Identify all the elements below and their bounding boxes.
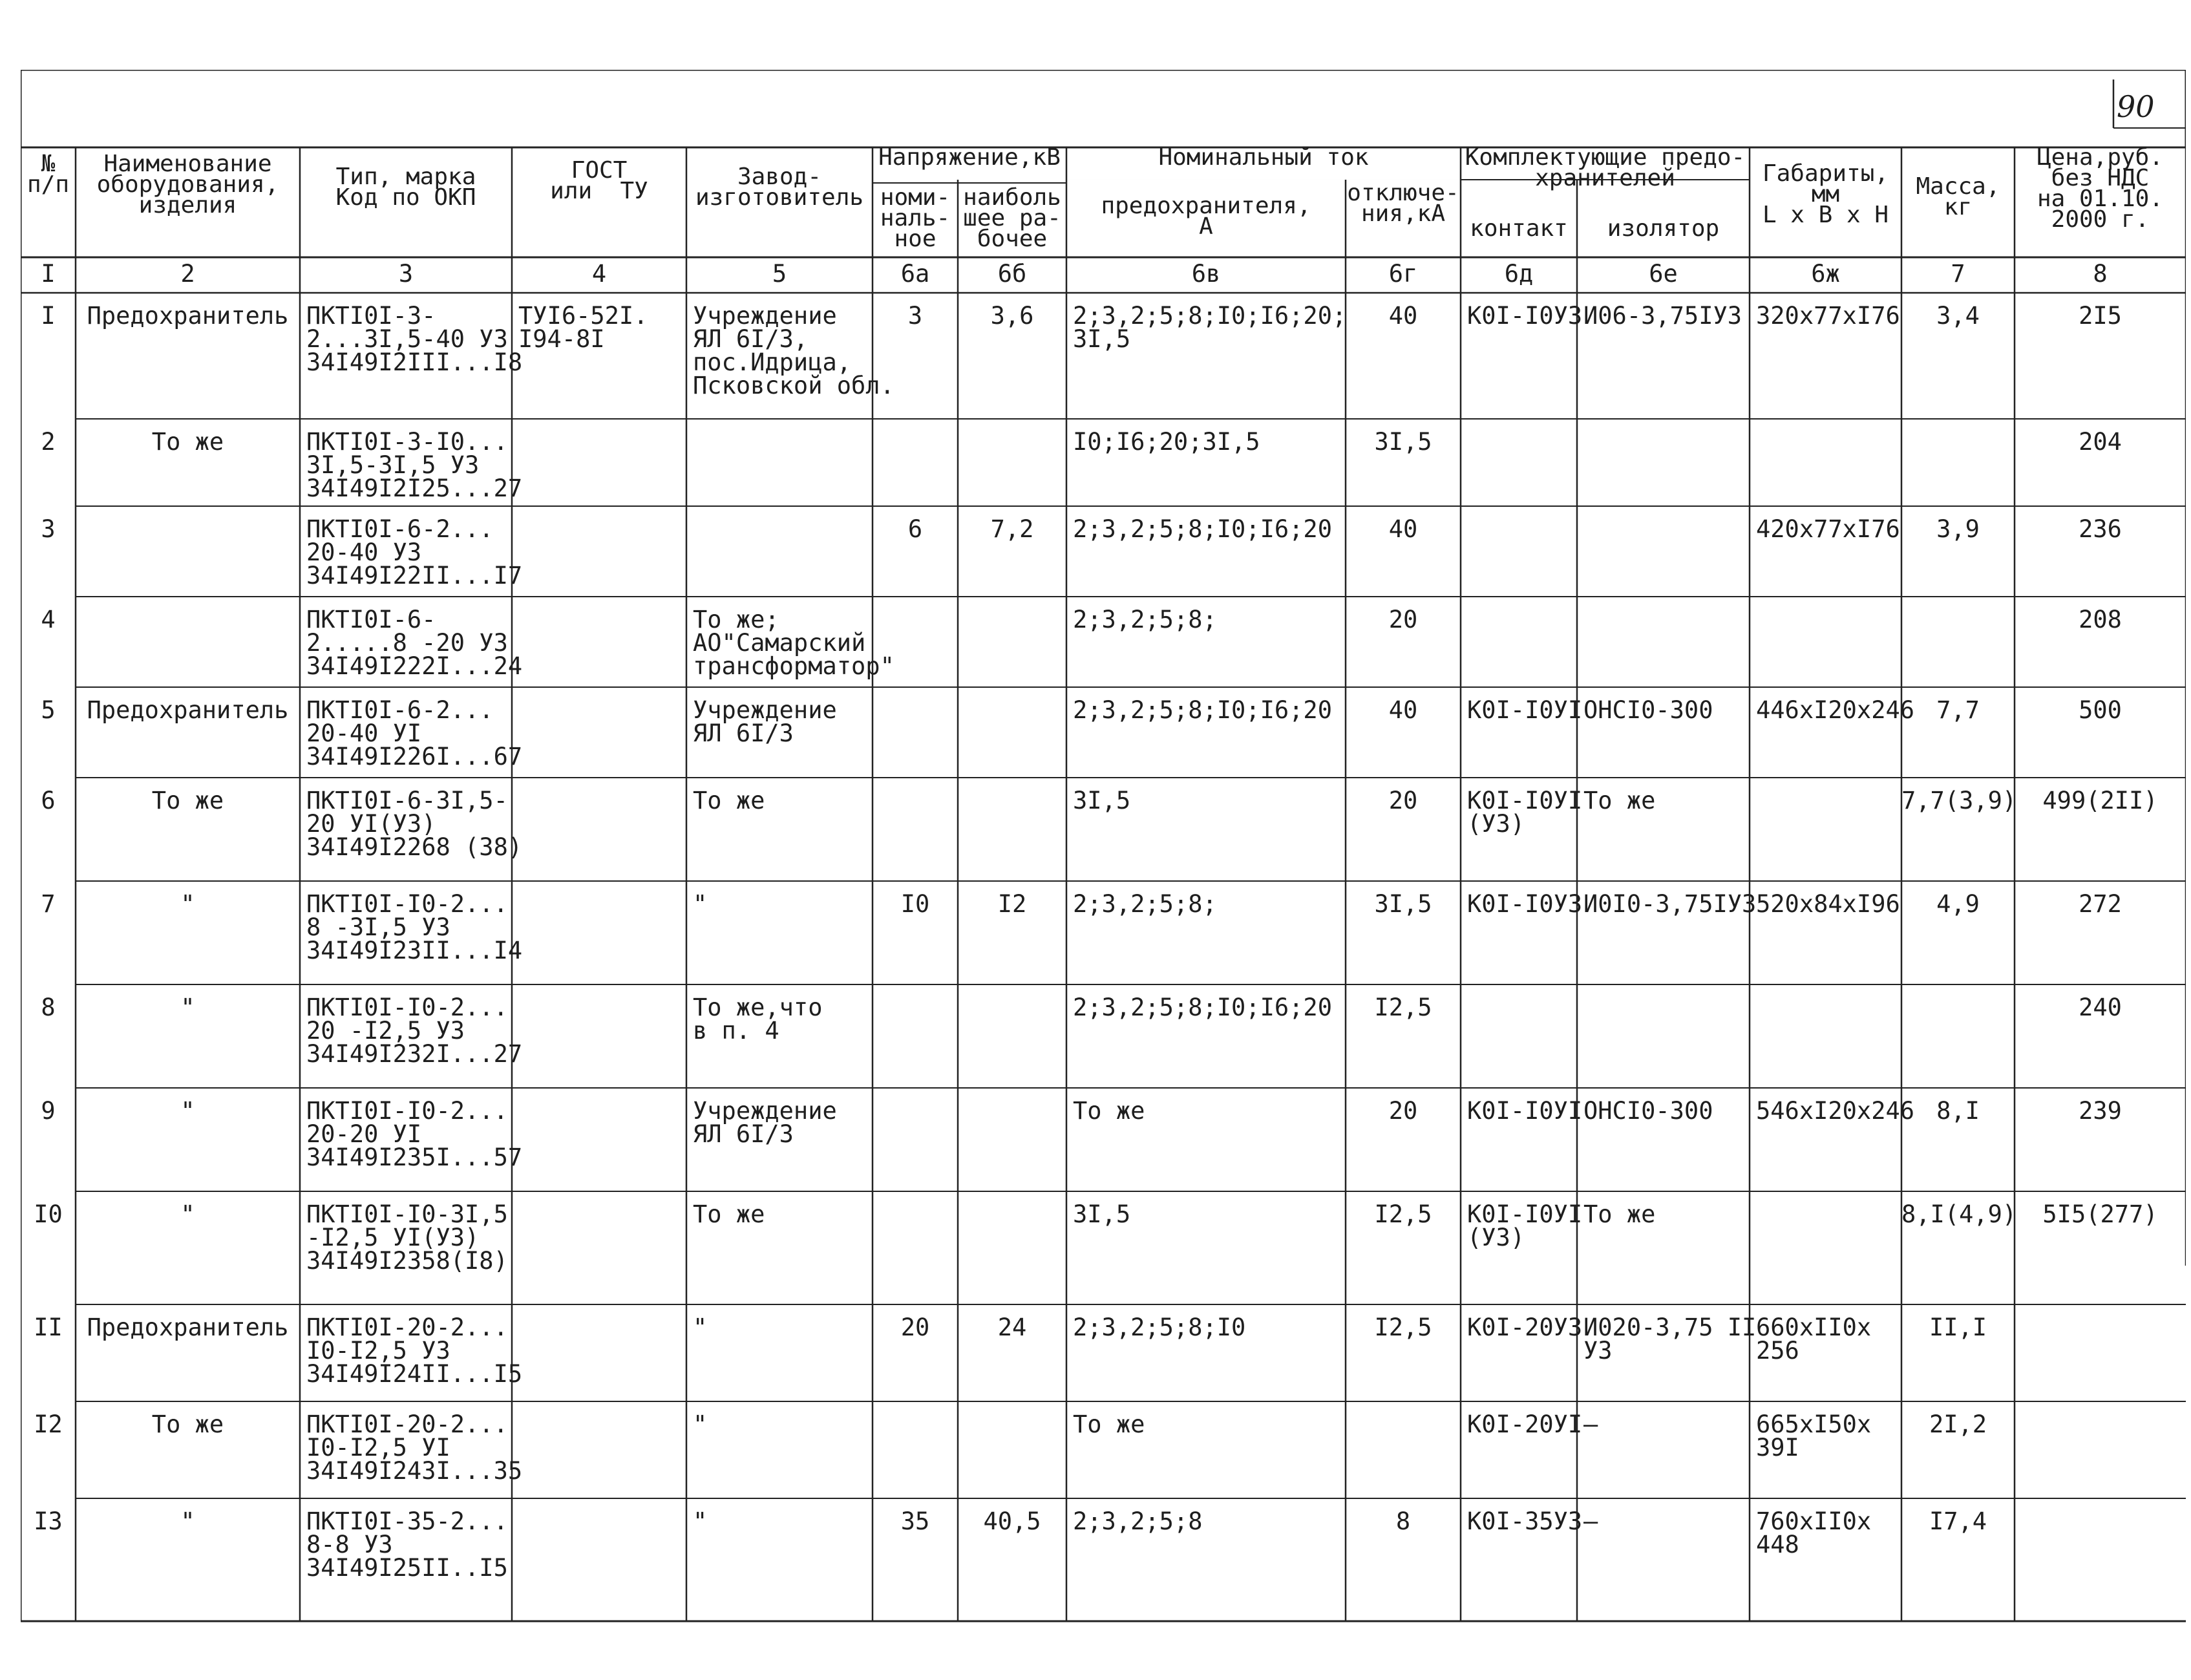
table-cell-contact: К0I-I0УI xyxy=(1467,696,1583,724)
table-cell-i-fuse: 2;3,2;5;8 xyxy=(1073,1507,1203,1535)
page-number: 90 xyxy=(2117,89,2155,124)
table-cell-name: " xyxy=(180,1097,195,1125)
table-cell-name: " xyxy=(180,1507,195,1535)
table-cell-name: " xyxy=(180,890,195,918)
table-cell-dims: 546xI20x246 xyxy=(1756,1097,1915,1125)
table-cell-n: 9 xyxy=(41,1097,56,1125)
table-cell-price: 5I5(277) xyxy=(2042,1200,2158,1228)
table-cell-name: То же xyxy=(151,428,224,456)
table-cell-insulator: То же xyxy=(1583,787,1656,814)
header-type: Тип, марка Код по ОКП xyxy=(335,164,476,211)
table-cell-dims: 760xII0x 448 xyxy=(1756,1507,1872,1558)
table-cell-i-break: 3I,5 xyxy=(1374,428,1432,456)
table-cell-n: 8 xyxy=(41,994,56,1021)
table-cell-n: 2 xyxy=(41,428,56,456)
table-cell-insulator: То же xyxy=(1583,1200,1656,1228)
table-cell-insulator: И020-3,75 II УЗ xyxy=(1583,1313,1757,1365)
table-cell-price: 240 xyxy=(2079,994,2122,1021)
table-cell-maker: Учреждение ЯЛ 6I/3 xyxy=(693,1097,837,1148)
table-cell-maker: То же,что в п. 4 xyxy=(693,994,823,1045)
table-cell-maker: Учреждение ЯЛ 6I/3, пос.Идрица, Псковской обл. xyxy=(693,302,894,399)
table-cell-mass: 8,I xyxy=(1936,1097,1980,1125)
table-cell-insulator: – xyxy=(1583,1507,1598,1535)
table-cell-v-nom: 35 xyxy=(900,1507,930,1535)
column-number: 6а xyxy=(900,260,930,288)
table-cell-n: II xyxy=(34,1313,63,1341)
table-cell-n: 7 xyxy=(41,890,56,918)
table-cell-type: ПКТI0I-6- 2.....8 -20 УЗ 34I49I222I...24 xyxy=(306,606,523,680)
table-cell-mass: 3,9 xyxy=(1936,515,1980,543)
header-dimensions: Габариты, мм L x B x H xyxy=(1762,160,1889,228)
table-cell-type: ПКТI0I-6-2... 20-40 УЗ 34I49I22II...I7 xyxy=(306,515,523,590)
table-cell-dims: 320x77xI76 xyxy=(1756,302,1900,330)
table-cell-gost: ТУI6-52I. I94-8I xyxy=(518,302,648,353)
table-cell-mass: 7,7(3,9) xyxy=(1901,787,2017,814)
header-contact: контакт xyxy=(1470,215,1568,242)
table-cell-insulator: И06-3,75IУЗ xyxy=(1583,302,1742,330)
column-number: 6в xyxy=(1191,260,1221,288)
table-cell-maker: Учреждение ЯЛ 6I/3 xyxy=(693,696,837,747)
table-cell-type: ПКТI0I-I0-3I,5 -I2,5 УI(УЗ) 34I49I2358(I8) xyxy=(306,1200,508,1275)
table-cell-name: Предохранитель xyxy=(87,302,289,330)
table-cell-i-break: 20 xyxy=(1388,1097,1418,1125)
table-cell-price: 208 xyxy=(2079,606,2122,633)
table-cell-i-break: 40 xyxy=(1388,515,1418,543)
table-cell-type: ПКТI0I-20-2... I0-I2,5 УI 34I49I243I...35 xyxy=(306,1410,523,1485)
table-cell-mass: 8,I(4,9) xyxy=(1901,1200,2017,1228)
header-num: № п/п xyxy=(26,151,70,198)
table-cell-contact: К0I-20УЗ xyxy=(1467,1313,1583,1341)
header-current-fuse: предохранителя, А xyxy=(1101,193,1311,240)
table-cell-contact: К0I-20УI xyxy=(1467,1410,1583,1438)
table-cell-maker: " xyxy=(693,1313,708,1341)
table-cell-n: I3 xyxy=(34,1507,63,1535)
table-cell-i-break: 3I,5 xyxy=(1374,890,1432,918)
table-cell-maker: То же xyxy=(693,1200,765,1228)
table-cell-name: То же xyxy=(151,1410,224,1438)
table-cell-i-break: 20 xyxy=(1388,787,1418,814)
table-cell-v-max: 7,2 xyxy=(990,515,1034,543)
table-cell-type: ПКТI0I-6-3I,5- 20 УI(УЗ) 34I49I2268 (38) xyxy=(306,787,523,861)
table-cell-i-break: I2,5 xyxy=(1374,1200,1432,1228)
table-cell-dims: 660xII0x 256 xyxy=(1756,1313,1872,1365)
header-voltage-nominal: номи- наль- ное xyxy=(880,184,951,252)
table-cell-v-max: I2 xyxy=(997,890,1027,918)
table-cell-mass: 4,9 xyxy=(1936,890,1980,918)
table-cell-v-nom: 3 xyxy=(907,302,923,330)
header-components: Комплектующие предо- хранителей xyxy=(1465,144,1746,191)
table-cell-n: 3 xyxy=(41,515,56,543)
table-cell-v-nom: 6 xyxy=(907,515,923,543)
table-cell-i-fuse: 2;3,2;5;8; xyxy=(1073,890,1217,918)
table-cell-i-break: 8 xyxy=(1395,1507,1411,1535)
header-name: Наименование оборудования, изделия xyxy=(96,151,279,218)
table-cell-type: ПКТI0I-6-2... 20-40 УI 34I49I226I...67 xyxy=(306,696,523,771)
column-number: 6г xyxy=(1388,260,1418,288)
table-cell-type: ПКТI0I-35-2... 8-8 УЗ 34I49I25II..I5 xyxy=(306,1507,508,1582)
table-cell-contact: К0I-I0УI (УЗ) xyxy=(1467,787,1583,838)
table-cell-name: Предохранитель xyxy=(87,1313,289,1341)
table-cell-i-fuse: То же xyxy=(1073,1097,1145,1125)
column-number: I xyxy=(41,260,56,288)
header-voltage: Напряжение,кВ xyxy=(878,144,1061,171)
table-cell-maker: То же xyxy=(693,787,765,814)
table-cell-insulator: И0I0-3,75IУЗ xyxy=(1583,890,1757,918)
table-cell-name: Предохранитель xyxy=(87,696,289,724)
header-gost: ГОСТ или ТУ xyxy=(550,157,648,204)
table-cell-mass: II,I xyxy=(1929,1313,1987,1341)
table-cell-maker: То же; АО"Самарский трансформатор" xyxy=(693,606,894,680)
table-cell-i-break: 20 xyxy=(1388,606,1418,633)
table-cell-n: I0 xyxy=(34,1200,63,1228)
table-cell-i-fuse: 2;3,2;5;8;I0;I6;20 xyxy=(1073,515,1332,543)
column-number: 6е xyxy=(1649,260,1678,288)
table-cell-insulator: ОНСI0-300 xyxy=(1583,696,1713,724)
table-cell-type: ПКТI0I-I0-2... 8 -3I,5 УЗ 34I49I23II...I4 xyxy=(306,890,523,964)
table-cell-maker: " xyxy=(693,1410,708,1438)
table-cell-insulator: ОНСI0-300 xyxy=(1583,1097,1713,1125)
column-number: 7 xyxy=(1951,260,1965,288)
table-cell-price: 272 xyxy=(2079,890,2122,918)
table-cell-dims: 420x77xI76 xyxy=(1756,515,1900,543)
table-cell-type: ПКТI0I-3- 2...3I,5-40 УЗ 34I49I2III...I8 xyxy=(306,302,523,376)
table-cell-contact: К0I-35УЗ xyxy=(1467,1507,1583,1535)
table-cell-contact: К0I-I0УЗ xyxy=(1467,890,1583,918)
table-cell-n: I2 xyxy=(34,1410,63,1438)
column-number: 2 xyxy=(180,260,195,288)
table-cell-dims: 446xI20x246 xyxy=(1756,696,1915,724)
table-cell-mass: 2I,2 xyxy=(1929,1410,1987,1438)
table-cell-v-max: 40,5 xyxy=(983,1507,1041,1535)
table-cell-v-nom: I0 xyxy=(900,890,930,918)
table-cell-i-fuse: То же xyxy=(1073,1410,1145,1438)
column-number: 5 xyxy=(772,260,787,288)
table-cell-contact: К0I-I0УI (УЗ) xyxy=(1467,1200,1583,1251)
header-current-break: отключе- ния,кА xyxy=(1347,180,1459,227)
table-cell-v-max: 24 xyxy=(997,1313,1027,1341)
table-cell-insulator: – xyxy=(1583,1410,1598,1438)
table-cell-i-fuse: 3I,5 xyxy=(1073,1200,1131,1228)
table-cell-v-max: 3,6 xyxy=(990,302,1034,330)
table-cell-type: ПКТI0I-3-I0... 3I,5-3I,5 УЗ 34I49I2I25...27 xyxy=(306,428,523,502)
header-insulator: изолятор xyxy=(1607,215,1720,242)
table-cell-i-break: 40 xyxy=(1388,302,1418,330)
table-cell-i-break: I2,5 xyxy=(1374,994,1432,1021)
table-cell-mass: I7,4 xyxy=(1929,1507,1987,1535)
table-cell-dims: 520x84xI96 xyxy=(1756,890,1900,918)
column-number: 6д xyxy=(1504,260,1534,288)
column-number: 3 xyxy=(398,260,414,288)
column-number: 6б xyxy=(997,260,1027,288)
table-cell-i-break: 40 xyxy=(1388,696,1418,724)
table-cell-type: ПКТI0I-20-2... I0-I2,5 УЗ 34I49I24II...I5 xyxy=(306,1313,523,1388)
header-voltage-max: наиболь шее ра- бочее xyxy=(963,184,1061,252)
header-price: Цена,руб. без НДС на 01.10. 2000 г. xyxy=(2037,144,2164,233)
table-cell-i-fuse: 3I,5 xyxy=(1073,787,1131,814)
table-cell-n: 6 xyxy=(41,787,56,814)
table-cell-price: 500 xyxy=(2079,696,2122,724)
table-cell-price: 499(2II) xyxy=(2042,787,2158,814)
table-cell-name: " xyxy=(180,994,195,1021)
table-cell-i-break: I2,5 xyxy=(1374,1313,1432,1341)
column-number: 6ж xyxy=(1811,260,1840,288)
table-cell-contact: К0I-I0УI xyxy=(1467,1097,1583,1125)
table-cell-price: 204 xyxy=(2079,428,2122,456)
table-cell-maker: " xyxy=(693,890,708,918)
table-cell-i-fuse: 2;3,2;5;8;I0;I6;20; 3I,5 xyxy=(1073,302,1347,353)
header-maker: Завод- изготовитель xyxy=(695,164,864,211)
table-cell-i-fuse: I0;I6;20;3I,5 xyxy=(1073,428,1260,456)
table-cell-n: 4 xyxy=(41,606,56,633)
table-cell-i-fuse: 2;3,2;5;8;I0 xyxy=(1073,1313,1246,1341)
table-cell-contact: К0I-I0УЗ xyxy=(1467,302,1583,330)
table-cell-i-fuse: 2;3,2;5;8;I0;I6;20 xyxy=(1073,994,1332,1021)
equipment-price-table xyxy=(21,70,2186,1628)
table-cell-name: То же xyxy=(151,787,224,814)
table-cell-price: 239 xyxy=(2079,1097,2122,1125)
table-cell-i-fuse: 2;3,2;5;8; xyxy=(1073,606,1217,633)
column-number: 4 xyxy=(591,260,607,288)
table-cell-maker: " xyxy=(693,1507,708,1535)
table-cell-n: 5 xyxy=(41,696,56,724)
table-cell-n: I xyxy=(41,302,56,330)
header-mass: Масса, кг xyxy=(1916,173,2000,220)
header-nominal-current: Номинальный ток xyxy=(1158,144,1369,171)
table-cell-type: ПКТI0I-I0-2... 20-20 УI 34I49I235I...57 xyxy=(306,1097,523,1171)
table-cell-v-nom: 20 xyxy=(900,1313,930,1341)
table-cell-mass: 7,7 xyxy=(1936,696,1980,724)
table-cell-name: " xyxy=(180,1200,195,1228)
table-cell-dims: 665xI50x 39I xyxy=(1756,1410,1872,1462)
table-cell-price: 236 xyxy=(2079,515,2122,543)
table-cell-type: ПКТI0I-I0-2... 20 -I2,5 УЗ 34I49I232I...27 xyxy=(306,994,523,1068)
table-cell-i-fuse: 2;3,2;5;8;I0;I6;20 xyxy=(1073,696,1332,724)
column-number: 8 xyxy=(2093,260,2108,288)
table-cell-mass: 3,4 xyxy=(1936,302,1980,330)
table-cell-price: 2I5 xyxy=(2079,302,2122,330)
